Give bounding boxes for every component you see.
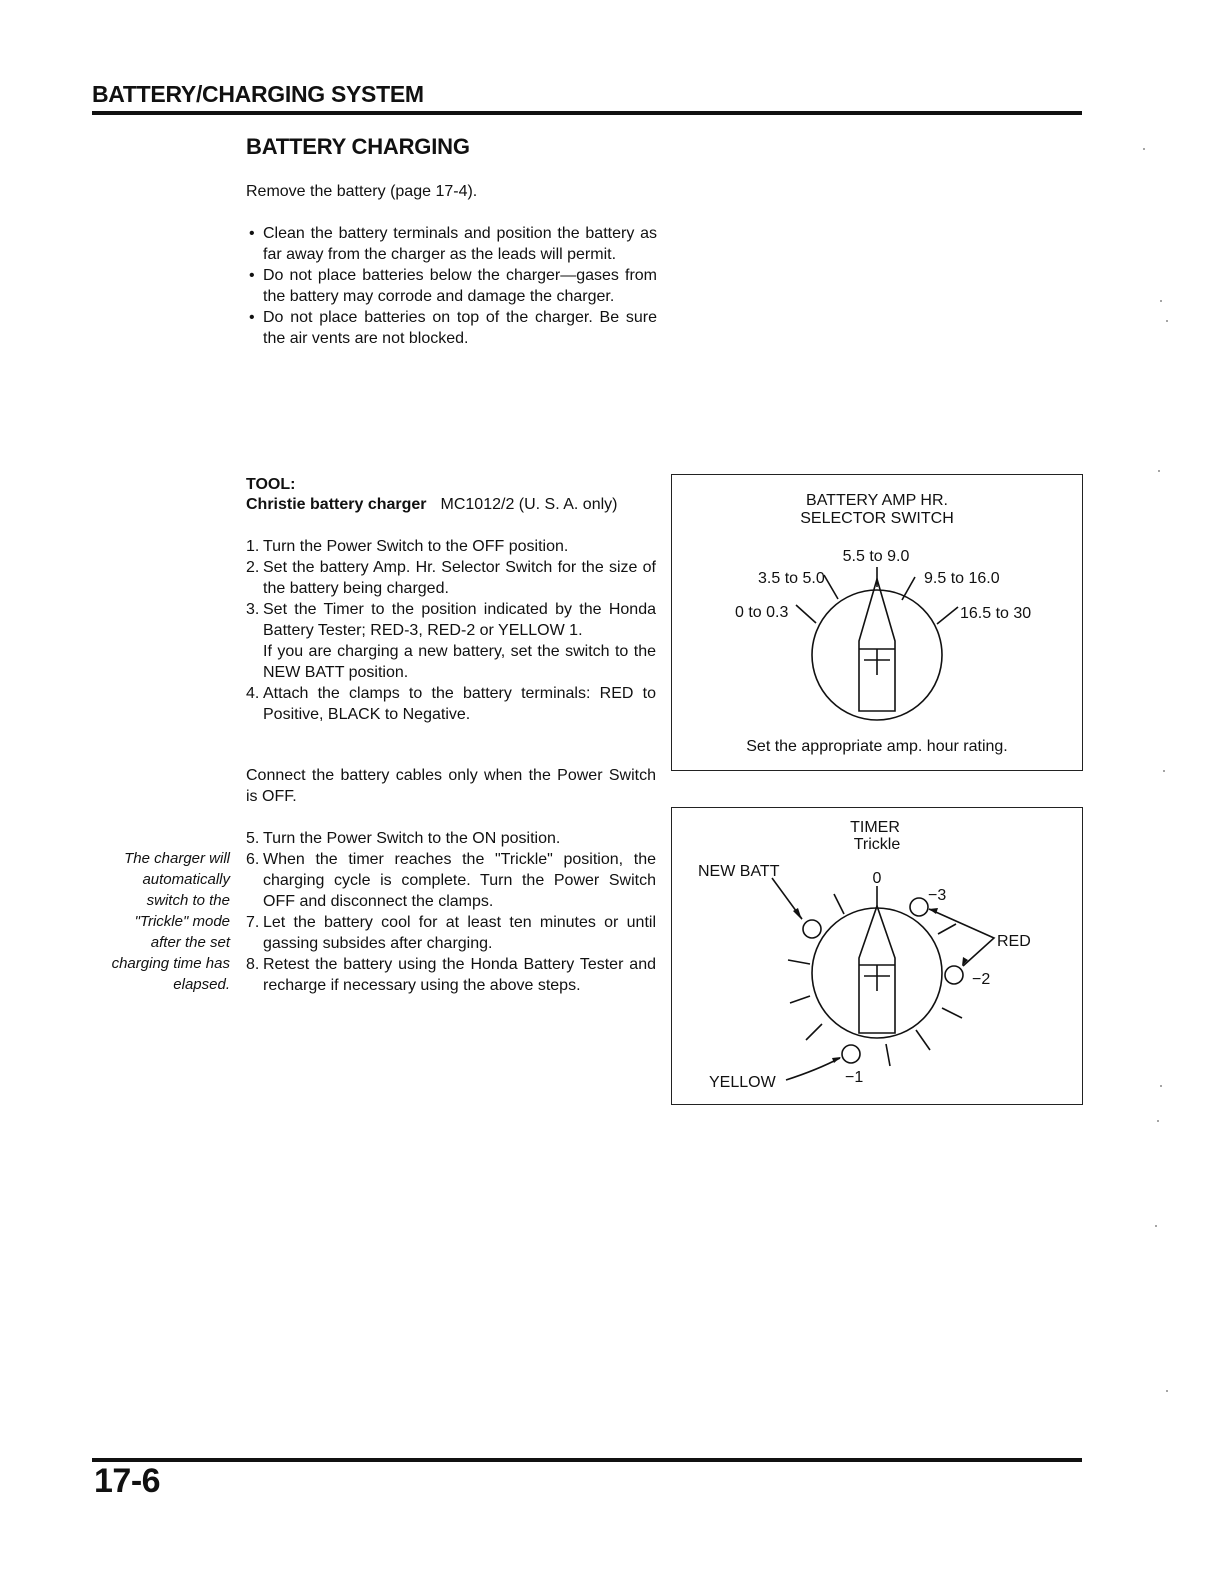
amp-selector-diagram (672, 475, 1082, 770)
precaution-item: • Clean the battery terminals and position the battery as far away from the charger as the leads will permit. (249, 223, 657, 265)
step-item (246, 536, 656, 557)
scan-speck (1163, 770, 1165, 772)
tick-9-5 (902, 577, 915, 600)
new-batt-label: NEW BATT (698, 863, 780, 880)
new-batt-marker (803, 920, 821, 938)
timer-figure (671, 807, 1083, 1105)
tick-16-5 (937, 607, 958, 624)
page-number: 17-6 (94, 1462, 161, 1500)
margin-note (96, 848, 230, 995)
step-item (246, 912, 656, 954)
step-note: If you are charging a new battery, set the switch to the NEW BATT position. (263, 643, 656, 681)
step-number: 5. (246, 830, 260, 847)
tick-3-5 (824, 575, 838, 599)
step-item (246, 557, 656, 599)
precaution-item: • Do not place batteries on top of the charger. Be sure the air vents are not blocked. (249, 307, 657, 349)
step-text: Turn the Power Switch to the ON position. (263, 830, 561, 847)
scan-speck (1158, 470, 1160, 472)
scan-speck (1157, 1120, 1159, 1122)
step-text: Attach the clamps to the battery terminals: RED to Positive, BLACK to Negative. (263, 685, 656, 723)
header-rule (92, 111, 1082, 115)
step-text: Let the battery cool for at least ten minutes or until gassing subsides after charging. (263, 914, 656, 952)
step-text: Turn the Power Switch to the OFF position. (263, 538, 569, 555)
scan-speck (1143, 148, 1145, 150)
figure1-title-line1: BATTERY AMP HR. (806, 492, 948, 509)
step-text: Set the Timer to the position indicated by the Honda Battery Tester; RED-3, RED-2 or YELLOW 1. (263, 601, 656, 639)
margin-note-line: automatically (142, 871, 230, 888)
red-label: RED (997, 933, 1031, 950)
step-item (246, 849, 656, 912)
procedure-steps (246, 536, 656, 725)
label-0-to-0-3: 0 to 0.3 (735, 604, 789, 621)
amp-selector-figure (671, 474, 1083, 771)
step-number: 3. (246, 601, 260, 618)
step-text: Set the battery Amp. Hr. Selector Switch for the size of the battery being charged. (263, 559, 656, 597)
step-number: 1. (246, 538, 260, 555)
step-number: 6. (246, 851, 260, 868)
tick-0-to-0-3 (796, 605, 816, 623)
minus1-label: −1 (845, 1069, 864, 1086)
step-item (246, 683, 656, 725)
tool-number: MC1012/2 (U. S. A. only) (440, 496, 618, 513)
scan-speck (1166, 320, 1168, 322)
zero-label: 0 (872, 870, 882, 887)
scan-speck (1166, 1390, 1168, 1392)
intro-text: Remove the battery (page 17-4). (246, 183, 478, 200)
minus3-label: −3 (928, 887, 947, 904)
dial-pointer (859, 579, 895, 711)
procedure-steps-continued (246, 828, 656, 996)
yellow-label: YELLOW (709, 1074, 776, 1091)
step-number: 7. (246, 914, 260, 931)
red-3-marker (910, 898, 928, 916)
step-item (246, 828, 656, 849)
step-number: 4. (246, 685, 260, 702)
trickle-label: Trickle (853, 836, 901, 853)
step-number: 8. (246, 956, 260, 973)
red-arrows (929, 909, 994, 966)
footer-rule (92, 1458, 1082, 1462)
tool-name: Christie battery charger (246, 496, 427, 513)
yellow-1-marker (842, 1045, 860, 1063)
margin-note-line: "Trickle" mode (134, 913, 230, 930)
label-3-5-to-5-0: 3.5 to 5.0 (758, 570, 825, 587)
step-number: 2. (246, 559, 260, 576)
margin-note-line: after the set (150, 934, 230, 951)
precaution-list (249, 223, 657, 349)
scan-speck (1160, 1085, 1162, 1087)
step-item (246, 599, 656, 683)
yellow-arrow (786, 1058, 840, 1080)
red-2-marker (945, 966, 963, 984)
caution-note: Connect the battery cables only when the Power Switch is OFF. (246, 767, 656, 805)
scan-speck (1160, 300, 1162, 302)
label-9-5-to-16-0: 9.5 to 16.0 (924, 570, 1000, 587)
label-16-5-to-30: 16.5 to 30 (960, 605, 1032, 622)
timer-title: TIMER (850, 819, 900, 836)
label-5-5-to-9-0: 5.5 to 9.0 (842, 548, 910, 565)
step-text: When the timer reaches the "Trickle" position, the charging cycle is complete. Turn the Power Switch OFF and disconnect the clamps. (263, 851, 656, 910)
precaution-item: • Do not place batteries below the charger—gases from the battery may corrode and damage the charger. (249, 265, 657, 307)
figure1-title-line2: SELECTOR SWITCH (800, 510, 954, 527)
figure1-caption: Set the appropriate amp. hour rating. (746, 738, 1008, 755)
tool-label: TOOL: (246, 476, 296, 493)
minus2-label: −2 (972, 971, 991, 988)
scan-speck (1155, 1225, 1157, 1227)
step-text: Retest the battery using the Honda Battery Tester and recharge if necessary using the above steps. (263, 956, 656, 994)
margin-note-line: The charger will (124, 850, 230, 867)
page-title: BATTERY CHARGING (246, 134, 470, 159)
tool-line (246, 494, 617, 515)
section-title: BATTERY/CHARGING SYSTEM (92, 81, 424, 107)
margin-note-line: switch to the (146, 892, 230, 909)
timer-diagram (672, 808, 1082, 1104)
margin-note-line: elapsed. (173, 976, 230, 993)
step-item (246, 954, 656, 996)
margin-note-line: charging time has (111, 955, 230, 972)
